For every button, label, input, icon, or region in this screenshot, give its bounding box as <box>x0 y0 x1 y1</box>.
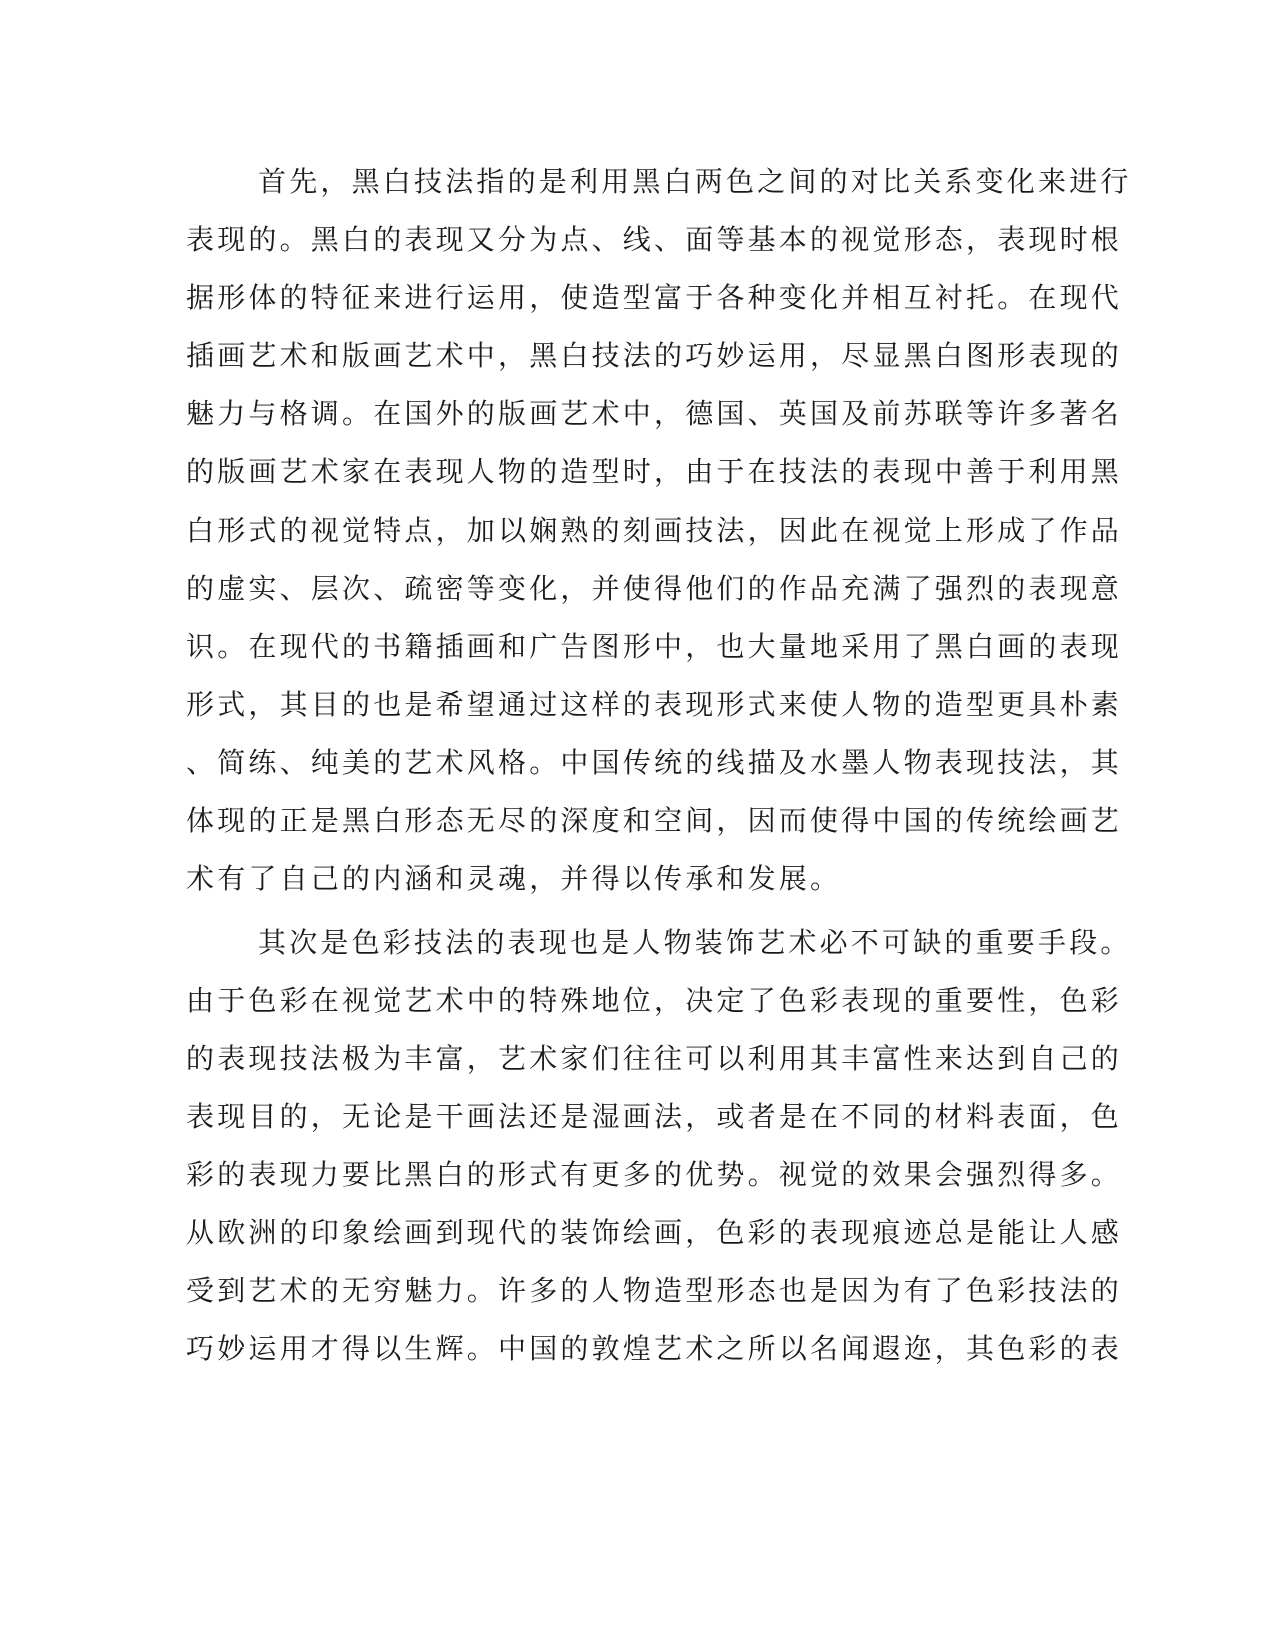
text-line: 魅力与格调。在国外的版画艺术中，德国、英国及前苏联等许多著名 <box>186 397 1123 430</box>
text-line: 识。在现代的书籍插画和广告图形中，也大量地采用了黑白画的表现 <box>186 630 1123 663</box>
text-line: 表现的。黑白的表现又分为点、线、面等基本的视觉形态，表现时根 <box>186 223 1123 256</box>
text-line: 从欧洲的印象绘画到现代的装饰绘画，色彩的表现痕迹总是能让人感 <box>186 1216 1123 1249</box>
text-line: 首先，黑白技法指的是利用黑白两色之间的对比关系变化来进行 <box>258 165 1132 198</box>
text-line: 形式，其目的也是希望通过这样的表现形式来使人物的造型更具朴素 <box>186 688 1123 721</box>
text-line: 、简练、纯美的艺术风格。中国传统的线描及水墨人物表现技法，其 <box>186 746 1123 779</box>
text-line: 的虚实、层次、疏密等变化，并使得他们的作品充满了强烈的表现意 <box>186 572 1123 605</box>
text-line: 受到艺术的无穷魅力。许多的人物造型形态也是因为有了色彩技法的 <box>186 1274 1123 1307</box>
text-line: 其次是色彩技法的表现也是人物装饰艺术必不可缺的重要手段。 <box>258 926 1132 959</box>
text-line: 的版画艺术家在表现人物的造型时，由于在技法的表现中善于利用黑 <box>186 455 1123 488</box>
text-line: 术有了自己的内涵和灵魂，并得以传承和发展。 <box>186 862 842 895</box>
text-line: 表现目的，无论是干画法还是湿画法，或者是在不同的材料表面，色 <box>186 1100 1123 1133</box>
text-line: 据形体的特征来进行运用，使造型富于各种变化并相互衬托。在现代 <box>186 281 1123 314</box>
text-line: 白形式的视觉特点，加以娴熟的刻画技法，因此在视觉上形成了作品 <box>186 514 1123 547</box>
text-line: 巧妙运用才得以生辉。中国的敦煌艺术之所以名闻遐迩，其色彩的表 <box>186 1332 1123 1365</box>
text-line: 插画艺术和版画艺术中，黑白技法的巧妙运用，尽显黑白图形表现的 <box>186 339 1123 372</box>
text-line: 体现的正是黑白形态无尽的深度和空间，因而使得中国的传统绘画艺 <box>186 804 1123 837</box>
text-line: 彩的表现力要比黑白的形式有更多的优势。视觉的效果会强烈得多。 <box>186 1158 1123 1191</box>
text-line: 的表现技法极为丰富，艺术家们往往可以利用其丰富性来达到自己的 <box>186 1042 1123 1075</box>
text-line: 由于色彩在视觉艺术中的特殊地位，决定了色彩表现的重要性，色彩 <box>186 984 1123 1017</box>
